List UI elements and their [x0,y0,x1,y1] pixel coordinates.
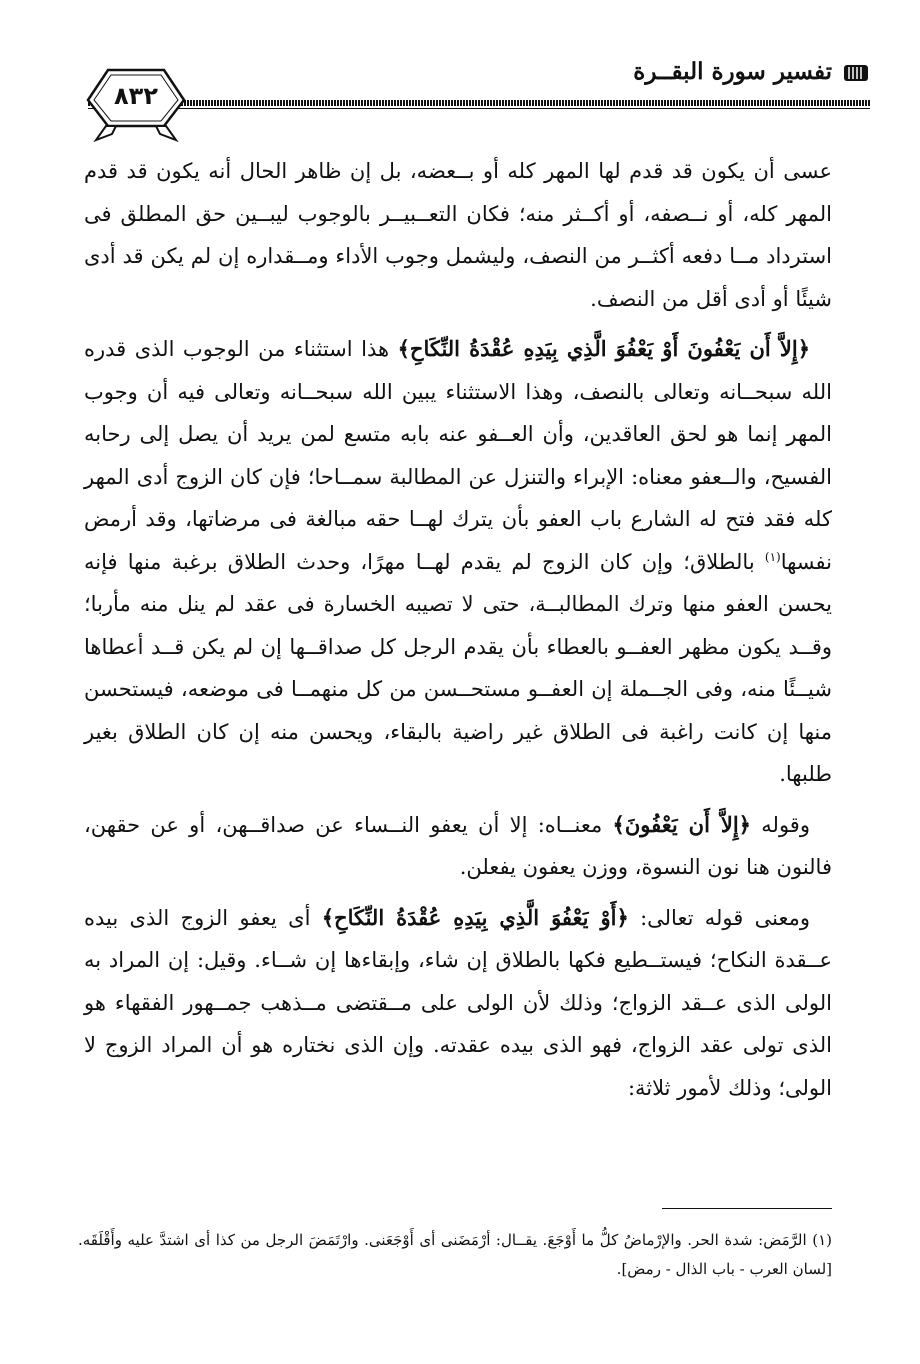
quran-bracket-close: ﴾ [321,904,335,930]
footnote: (١) الرَّمَض: شدة الحر. والإرْماضُ كلُّ ما أَوْجَعَ. يقــال: أرْمَضَنى أى أَوْجَعَنى. وارْتَمَضَ الرجل من كذا أى اشتدَّ عليه وأَقْلَقَه. [لسان العرب - باب الذال - رمض]. [78,1231,832,1278]
quran-verse: إِلاَّ أَن يَعْفُونَ أَوْ يَعْفُوَ الَّذِي بِيَدِهِ عُقْدَةُ النِّكَاحِ [409,336,798,361]
body-text [84,150,832,1117]
paragraph-text: أى يعفو الزوج الذى بيده عــقدة النكاح؛ فيستــطيع فكها بالطلاق إن شاء، وإبقاءها إن شــاء. وقيل: إن المراد به الولى الذى عــقد الزواج؛ وذلك لأن الولى على مــقتضى مــذهب جمــهور الفقهاء هو الذى تولى عقد الزواج، فهو الذى بيده عقدته. وإن الذى نختاره هو أن المراد الزوج لا الولى؛ وذلك لأمور ثلاثة: [84,905,832,1100]
paragraph-text: معنــاه: إلا أن يعفو النــساء عن صداقــهن، أو عن حقهن، فالنون هنا نون النسوة، ووزن يعفون يفعلن. [84,812,832,879]
page-number: ٨٣٢ [114,82,158,110]
running-title: تفسير سورة البقــرة [633,58,832,85]
paragraph-text: وقوله [750,812,810,837]
quran-verse: إِلاَّ أَن يَعْفُونَ [624,811,739,837]
paragraph [84,804,832,889]
footnote-separator [662,1208,832,1209]
quran-bracket-open: ﴿ [616,904,629,930]
header-rule [88,100,870,106]
quran-verse: أَوْ يَعْفُوَ الَّذِي بِيَدِهِ عُقْدَةُ النِّكَاحِ [334,904,617,930]
footnote-ref: (١) [764,549,781,564]
quran-bracket-open: ﴿ [797,336,810,361]
paragraph [84,897,832,1110]
paragraph-text: ومعنى قوله تعالى: [628,905,810,930]
header-rule-thin [88,108,870,109]
page-header [0,0,920,150]
quran-bracket-open: ﴿ [738,811,751,837]
paragraph: عسى أن يكون قد قدم لها المهر كله أو بــعضه، بل إن ظاهر الحال أنه يكون قد قدم المهر كله، أو نــصفه، أو أكــثر منه؛ فكان التعــبيــر بالوجوب ليبــين حق المطلق فى استرداد مــا دفعه أكثــر من النصف، وليشمل وجوب الأداء ومــقداره إن لم يكن قد أدى شيئًا أو أدى أقل من النصف. [84,159,832,311]
ornament-icon [842,62,870,84]
quran-bracket-close: ﴾ [612,811,625,837]
paragraph [84,328,832,796]
quran-bracket-close: ﴾ [397,336,410,361]
paragraph-text: بالطلاق؛ وإن كان الزوج لم يقدم لهــا مهرًا، وحدث الطلاق برغبة منها فإنه يحسن العفو منها وترك المطالبــة، حتى لا تصيبه الخسارة فى عقد لم ينل منه مأربا؛ وقــد يكون مظهر العفــو بالعطاء بأن يقدم الرجل كل صداقــها إن لم يكن قــد أعطاها شيــئًا منه، وفى الجــملة إن العفــو مستحــسن من كل منهمــا فى موضعه، فيستحسن منها إن كانت راغبة فى الطلاق غير راضية بالبقاء، ويحسن منه إن كان الطلاق بغير طلبها. [84,549,832,786]
paragraph-text: هذا استثناء من الوجوب الذى قدره الله سبحــانه وتعالى بالنصف، وهذا الاستثناء يبين الله سبحــانه وتعالى فيه أن وجوب المهر إنما هو لحق العاقدين، وأن العــفو عنه بابه متسع لمن يريد أن يصل إلى رحابه الفسيح، والــعفو معناه: الإبراء والتنزل عن المطالبة سمــاحا؛ فإن كان الزوج أدى المهر كله فقد فتح له الشارع باب العفو بأن يترك لهــا حقه مبالغة فى مرضاتها، وقد أرمض نفسها [84,337,832,574]
